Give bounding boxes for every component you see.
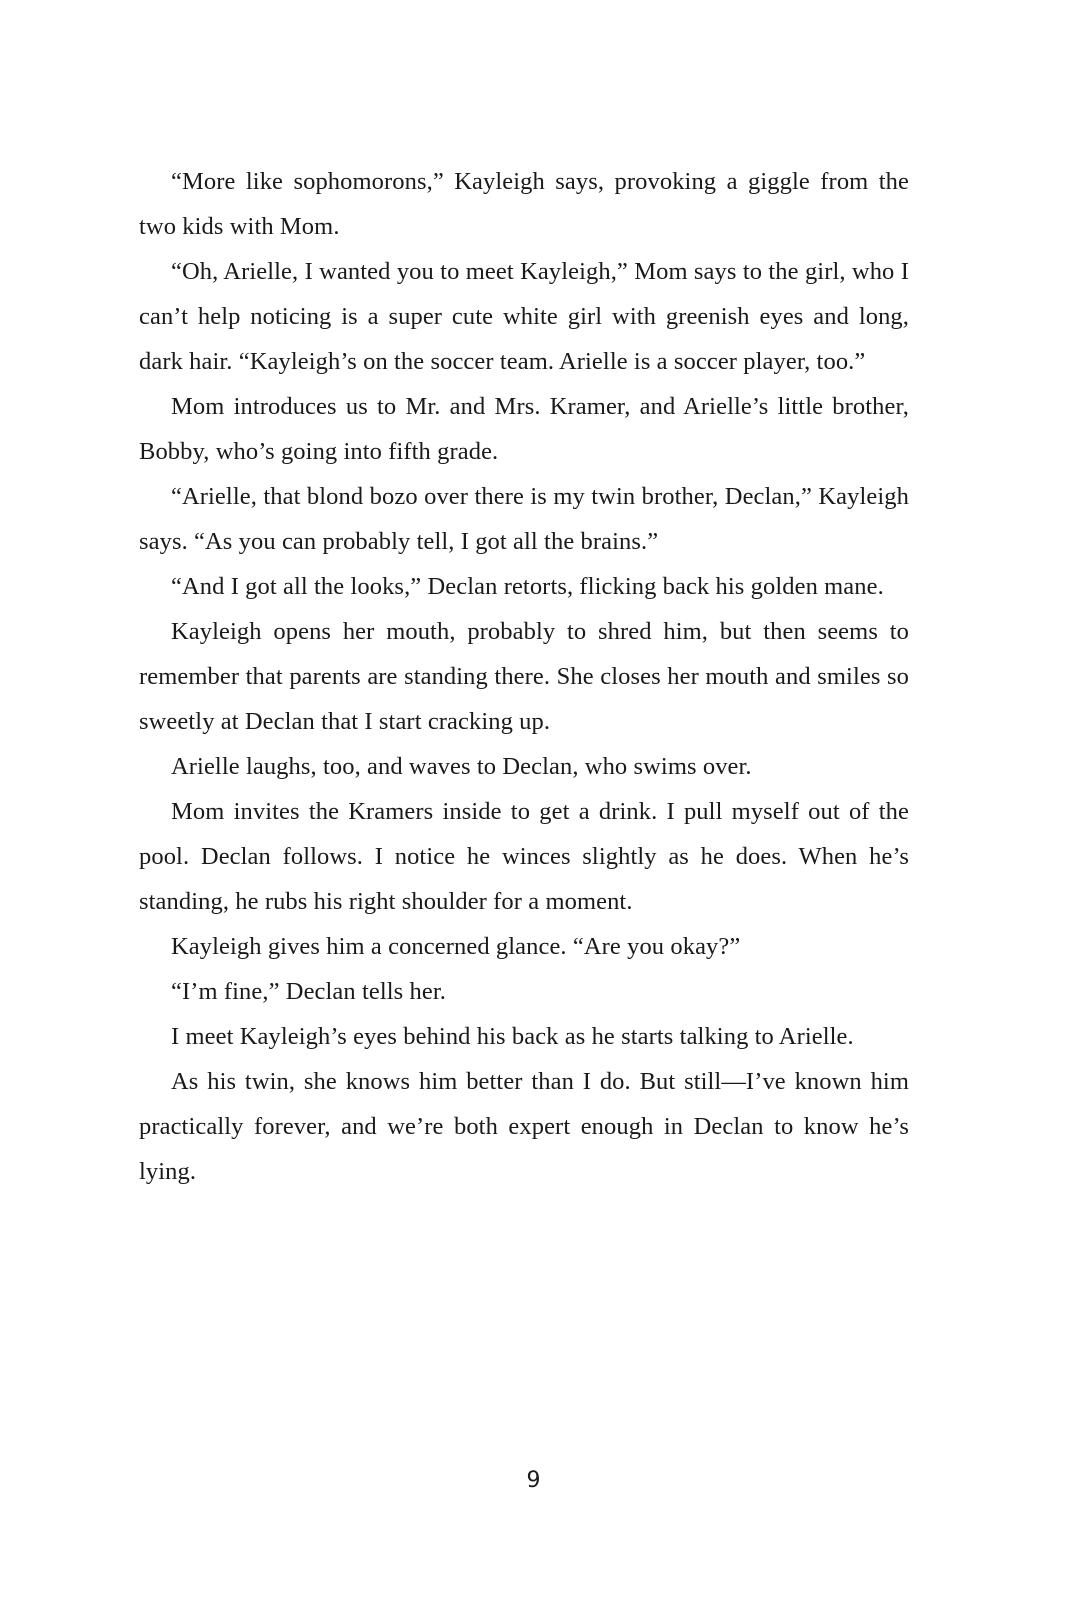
paragraph: “And I got all the looks,” Declan retorts, flicking back his golden mane.: [171, 573, 884, 600]
paragraph: Mom introduces us to Mr. and Mrs. Kramer, and Arielle’s little brother, Bobby, who’s going into fifth grade.: [139, 393, 909, 465]
paragraph: Arielle laughs, too, and waves to Declan, who swims over.: [171, 753, 752, 780]
paragraph: Kayleigh gives him a concerned glance. “Are you okay?”: [171, 933, 741, 960]
body-text: [139, 159, 909, 1194]
paragraph: Mom invites the Kramers inside to get a drink. I pull myself out of the pool. Declan follows. I notice he winces slightly as he does. When he’s standing, he rubs his right shoulder for a moment.: [139, 798, 909, 915]
paragraph: “More like sophomorons,” Kayleigh says, provoking a giggle from the two kids with Mom.: [139, 168, 909, 240]
paragraph: “Oh, Arielle, I wanted you to meet Kayleigh,” Mom says to the girl, who I can’t help noticing is a super cute white girl with greenish eyes and long, dark hair. “Kayleigh’s on the soccer team. Arielle is a soccer player, too.”: [139, 258, 909, 375]
paragraph: I meet Kayleigh’s eyes behind his back as he starts talking to Arielle.: [171, 1023, 854, 1050]
page-number: 9: [526, 1468, 541, 1493]
paragraph: “Arielle, that blond bozo over there is my twin brother, Declan,” Kayleigh says. “As you can probably tell, I got all the brains.”: [139, 483, 909, 555]
paragraph: “I’m fine,” Declan tells her.: [171, 978, 446, 1005]
paragraph: Kayleigh opens her mouth, probably to shred him, but then seems to remember that parents are standing there. She closes her mouth and smiles so sweetly at Declan that I start cracking up.: [139, 618, 909, 735]
paragraph: As his twin, she knows him better than I do. But still—I’ve known him practically forever, and we’re both expert enough in Declan to know he’s lying.: [139, 1068, 909, 1185]
